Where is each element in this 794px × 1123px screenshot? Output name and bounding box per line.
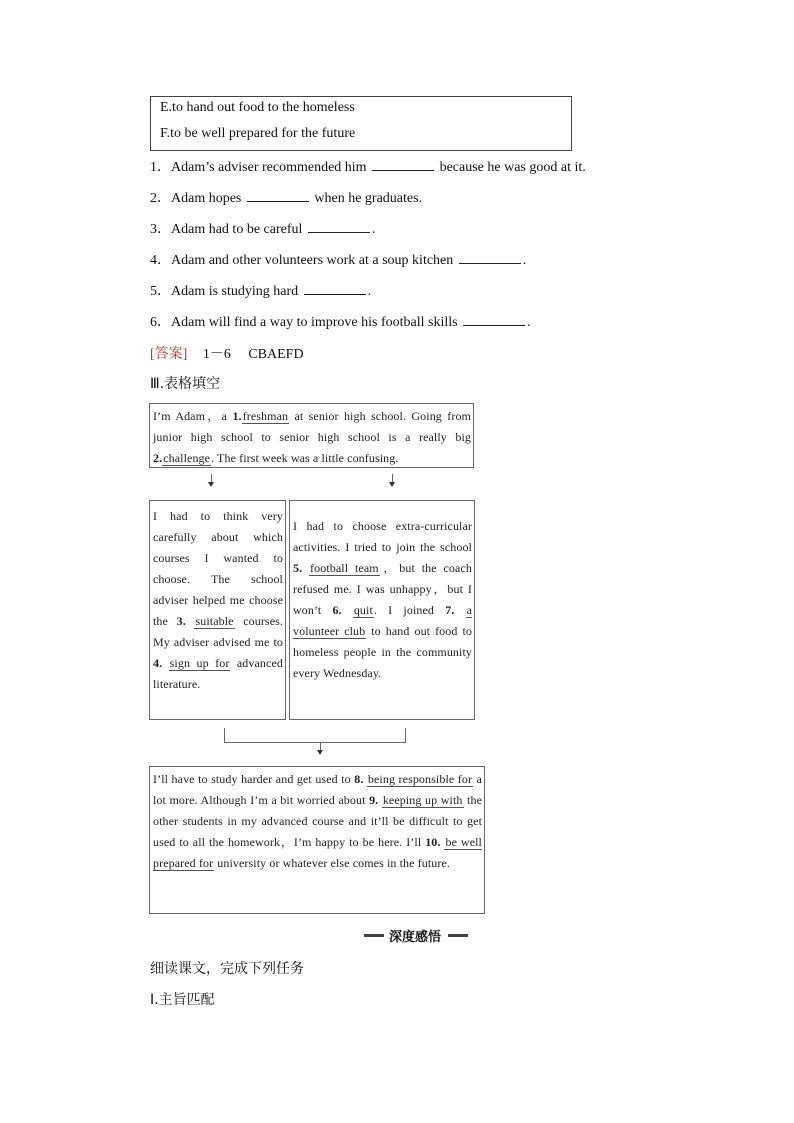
answer-value: CBAEFD [248, 347, 304, 362]
connector-line [224, 728, 225, 742]
filled-answer: football team [310, 561, 379, 575]
arrow-down-icon [208, 482, 214, 487]
filled-answer: be well prepared for [153, 835, 482, 870]
connector-line [211, 474, 212, 482]
filled-answer: being responsible for [367, 772, 473, 786]
connector-line [320, 742, 321, 750]
answer-range: 1－6 [202, 347, 231, 362]
options-box [150, 96, 572, 151]
flow-box-right: I had to choose extra-curricular activities. I tried to join the school 5. football team，but the coach refused me. I was unhappy，but I won’t 6. quit. I joined 7. a volunteer club to hand out food to homeless people in the community every Wednesday. [289, 500, 475, 720]
filled-answer: freshman [242, 409, 289, 423]
answer-blank[interactable] [308, 220, 370, 233]
answer-blank[interactable] [247, 189, 309, 202]
question-6: 6．Adam will find a way to improve his football skills . [150, 315, 531, 330]
flow-box-top: I’m Adam，a 1.freshman at senior high school. Going from junior high school to senior high school is a really big 2.challenge. The first week was a little confusing. [149, 403, 474, 468]
section-title-table-fill: Ⅲ.表格填空 [150, 376, 221, 392]
connector-line [405, 728, 406, 742]
answer-tag: [答案] [150, 347, 188, 362]
filled-answer: challenge [163, 451, 211, 465]
answer-blank[interactable] [372, 158, 434, 171]
option-f: F.to be well prepared for the future [160, 126, 356, 141]
question-2: 2．Adam hopes when he graduates. [150, 191, 423, 206]
banner-title: 深度感悟 [387, 926, 443, 945]
filled-answer: keeping up with [382, 793, 463, 807]
task-instruction: 细读课文，完成下列任务 [150, 961, 304, 977]
answer-blank[interactable] [463, 313, 525, 326]
option-e: E.to hand out food to the homeless [160, 100, 355, 115]
connector-line [392, 474, 393, 482]
section-title-main-idea: Ⅰ.主旨匹配 [150, 992, 215, 1008]
filled-answer: a volunteer club [293, 603, 472, 638]
question-5: 5．Adam is studying hard . [150, 284, 372, 299]
filled-answer: quit [353, 603, 373, 617]
section-banner [364, 926, 468, 944]
connector-line [224, 742, 406, 743]
answer-blank[interactable] [459, 251, 521, 264]
answer-line [150, 343, 304, 363]
answer-blank[interactable] [304, 282, 366, 295]
question-3: 3．Adam had to be careful . [150, 222, 376, 237]
filled-answer: suitable [195, 614, 234, 628]
question-1: 1．Adam’s adviser recommended him because he was good at it. [150, 160, 586, 175]
filled-answer: sign up for [169, 656, 230, 670]
flow-box-bottom: I’ll have to study harder and get used to 8. being responsible for a lot more. Although I’m a bit worried about 9. keeping up with the other students in my advanced course and it’ll be difficult to get used to all the homework，I’m happy to be here. I’ll 10. be well prepared for university or whatever else comes in the future. [149, 766, 485, 914]
arrow-down-icon [389, 482, 395, 487]
question-4: 4．Adam and other volunteers work at a soup kitchen . [150, 253, 527, 268]
arrow-down-icon [317, 750, 323, 755]
flow-box-left: I had to think very carefully about which courses I wanted to choose. The school adviser helped me choose the 3. suitable courses. My adviser advised me to 4. sign up for advanced literature. [149, 500, 286, 720]
